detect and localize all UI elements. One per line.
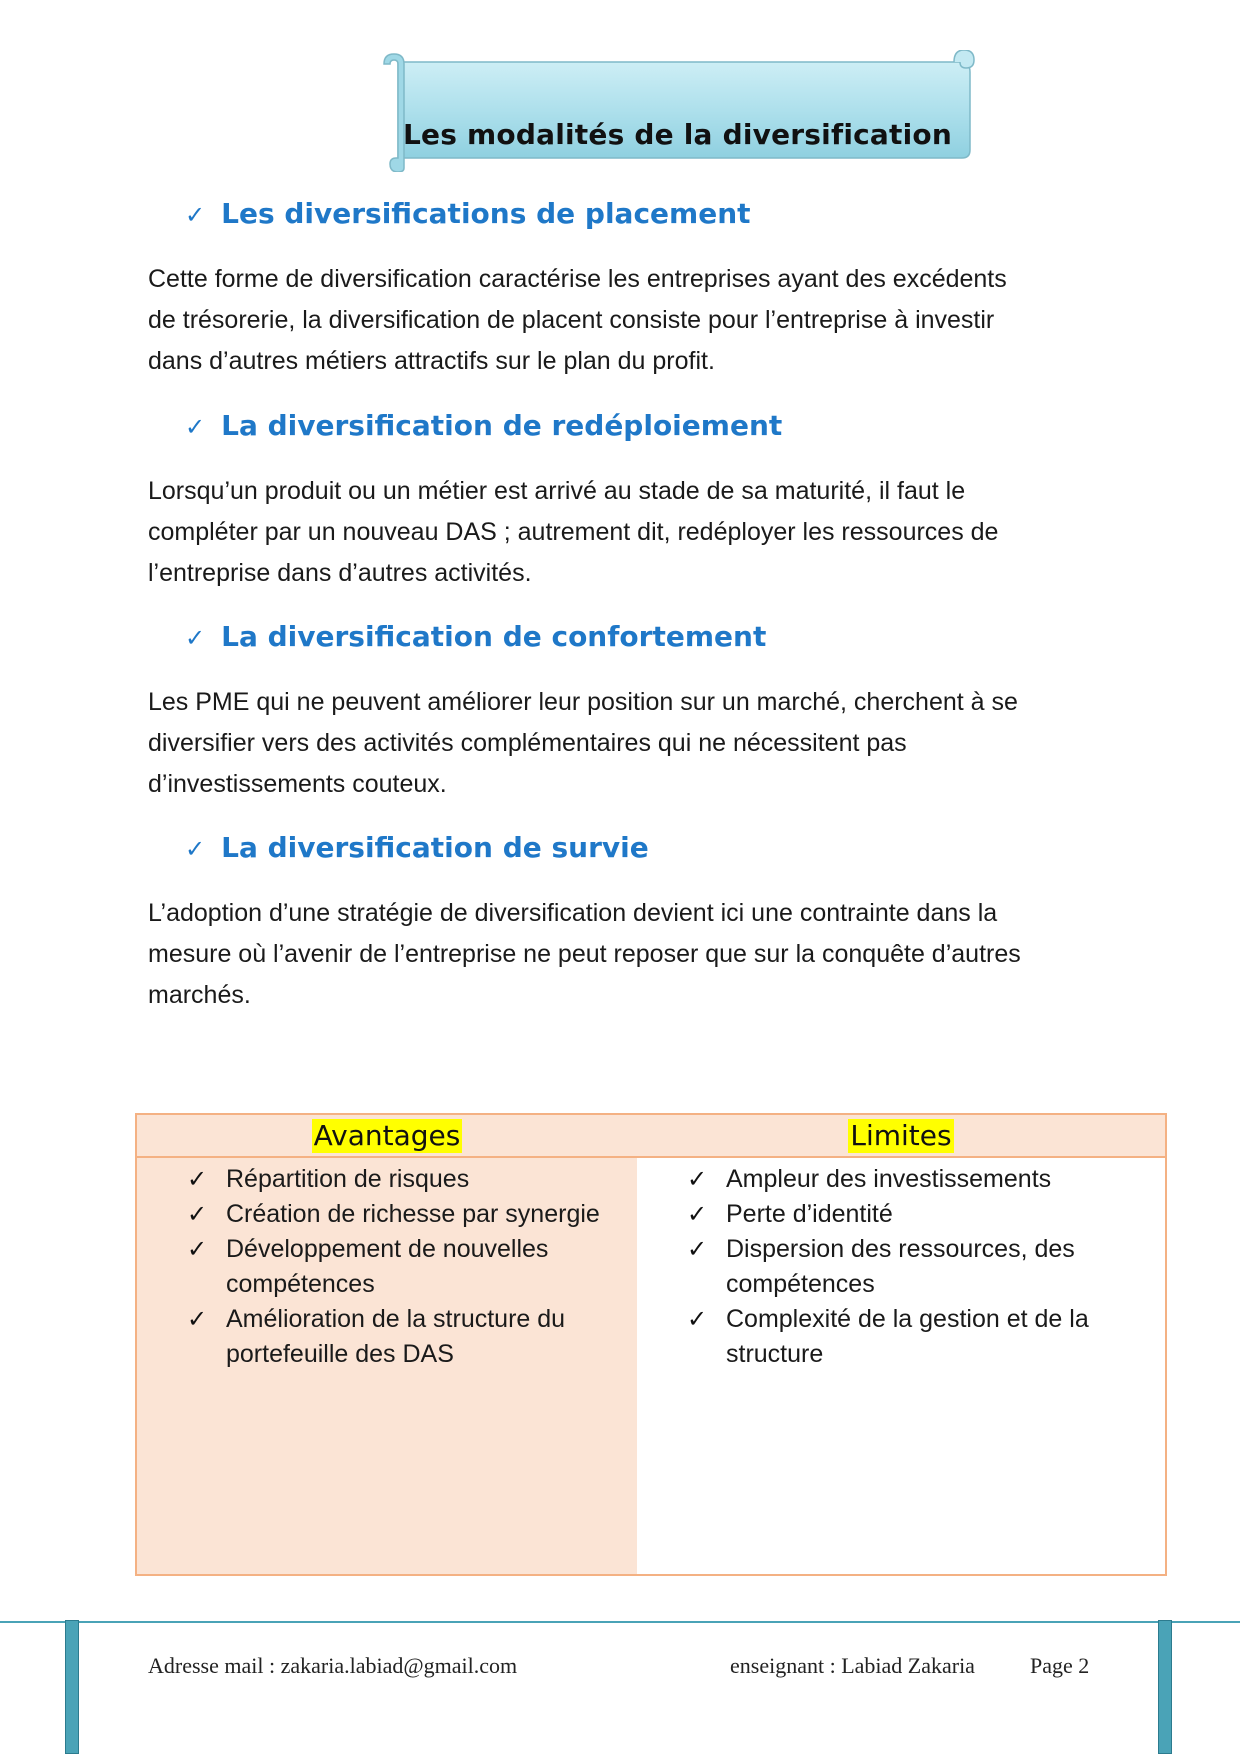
limites-list xyxy=(687,1162,1157,1372)
section-title: La diversification de redéploiement xyxy=(221,409,783,442)
list-item-text: Perte d’identité xyxy=(726,1200,893,1228)
check-icon: ✓ xyxy=(187,1306,208,1333)
paragraph-line: mesure où l’avenir de l’entreprise ne peut reposer que sur la conquête d’autres xyxy=(148,940,1021,968)
section-heading-survie xyxy=(185,831,649,864)
check-icon: ✓ xyxy=(187,1236,208,1263)
advantages-limits-table xyxy=(135,1113,1167,1576)
paragraph-line: d’investissements couteux. xyxy=(148,770,447,798)
paragraph-line: L’adoption d’une stratégie de diversification devient ici une contrainte dans la xyxy=(148,899,998,927)
section-paragraph-survie xyxy=(148,893,1108,1016)
paragraph-line: de trésorerie, la diversification de placent consiste pour l’entreprise à investir xyxy=(148,306,995,334)
check-icon: ✓ xyxy=(185,624,206,652)
paragraph-line: Lorsqu’un produit ou un métier est arrivé au stade de sa maturité, il faut le xyxy=(148,477,966,505)
paragraph-line: Cette forme de diversification caractérise les entreprises ayant des excédents xyxy=(148,265,1007,293)
list-item-text: Développement de nouvelles compétences xyxy=(226,1235,549,1298)
title-banner xyxy=(380,50,975,172)
check-icon: ✓ xyxy=(187,1166,208,1193)
footer-email: Adresse mail : zakaria.labiad@gmail.com xyxy=(148,1653,518,1678)
limites-column xyxy=(637,1158,1165,1574)
header-cell-limites xyxy=(637,1115,1165,1156)
section-title: La diversification de survie xyxy=(221,831,649,864)
header-limites: Limites xyxy=(850,1118,952,1152)
section-heading-placement xyxy=(185,197,751,230)
section-heading-confortement xyxy=(185,620,766,653)
list-item-text: Complexité de la gestion et de la structure xyxy=(726,1305,1089,1368)
avantages-column xyxy=(137,1158,637,1574)
footer-teacher: enseignant : Labiad Zakaria xyxy=(730,1653,975,1678)
header-cell-avantages xyxy=(137,1115,637,1156)
paragraph-line: Les PME qui ne peuvent améliorer leur position sur un marché, cherchent à se xyxy=(148,688,1018,716)
list-item xyxy=(187,1197,627,1232)
section-paragraph-confortement xyxy=(148,682,1108,805)
footer-right-bar xyxy=(1158,1620,1172,1754)
paragraph-line: dans d’autres métiers attractifs sur le plan du profit. xyxy=(148,347,715,375)
section-title: La diversification de confortement xyxy=(221,620,767,653)
section-heading-redeploiement xyxy=(185,409,782,442)
section-paragraph-placement xyxy=(148,259,1108,382)
list-item xyxy=(687,1197,1157,1232)
check-icon: ✓ xyxy=(185,201,206,229)
footer-divider xyxy=(0,1621,1240,1623)
list-item xyxy=(687,1162,1157,1197)
check-icon: ✓ xyxy=(687,1166,708,1193)
list-item-text: Répartition de risques xyxy=(226,1165,470,1193)
paragraph-line: diversifier vers des activités complémentaires qui ne nécessitent pas xyxy=(148,729,907,757)
list-item-text: Amélioration de la structure du portefeuille des DAS xyxy=(226,1305,566,1368)
check-icon: ✓ xyxy=(187,1201,208,1228)
avantages-list xyxy=(187,1162,627,1372)
check-icon: ✓ xyxy=(687,1306,708,1333)
list-item-text: Ampleur des investissements xyxy=(726,1165,1052,1193)
list-item-text: Création de richesse par synergie xyxy=(226,1200,600,1228)
list-item xyxy=(687,1302,1157,1372)
footer-left-bar xyxy=(65,1620,79,1754)
scroll-banner-shape xyxy=(380,50,975,172)
section-title: Les diversifications de placement xyxy=(221,197,751,230)
check-icon: ✓ xyxy=(185,413,206,441)
header-avantages: Avantages xyxy=(313,1118,461,1152)
list-item xyxy=(687,1232,1157,1302)
paragraph-line: marchés. xyxy=(148,981,251,1009)
list-item xyxy=(187,1302,627,1372)
footer-page-number: Page 2 xyxy=(1030,1653,1090,1678)
paragraph-line: compléter par un nouveau DAS ; autrement dit, redéployer les ressources de xyxy=(148,518,999,546)
list-item-text: Dispersion des ressources, des compétences xyxy=(726,1235,1075,1298)
list-item xyxy=(187,1232,627,1302)
check-icon: ✓ xyxy=(687,1201,708,1228)
list-item xyxy=(187,1162,627,1197)
check-icon: ✓ xyxy=(687,1236,708,1263)
page-title: Les modalités de la diversification xyxy=(403,118,952,151)
paragraph-line: l’entreprise dans d’autres activités. xyxy=(148,559,532,587)
table-header-row xyxy=(137,1115,1165,1158)
check-icon: ✓ xyxy=(185,835,206,863)
section-paragraph-redeploiement xyxy=(148,471,1108,594)
